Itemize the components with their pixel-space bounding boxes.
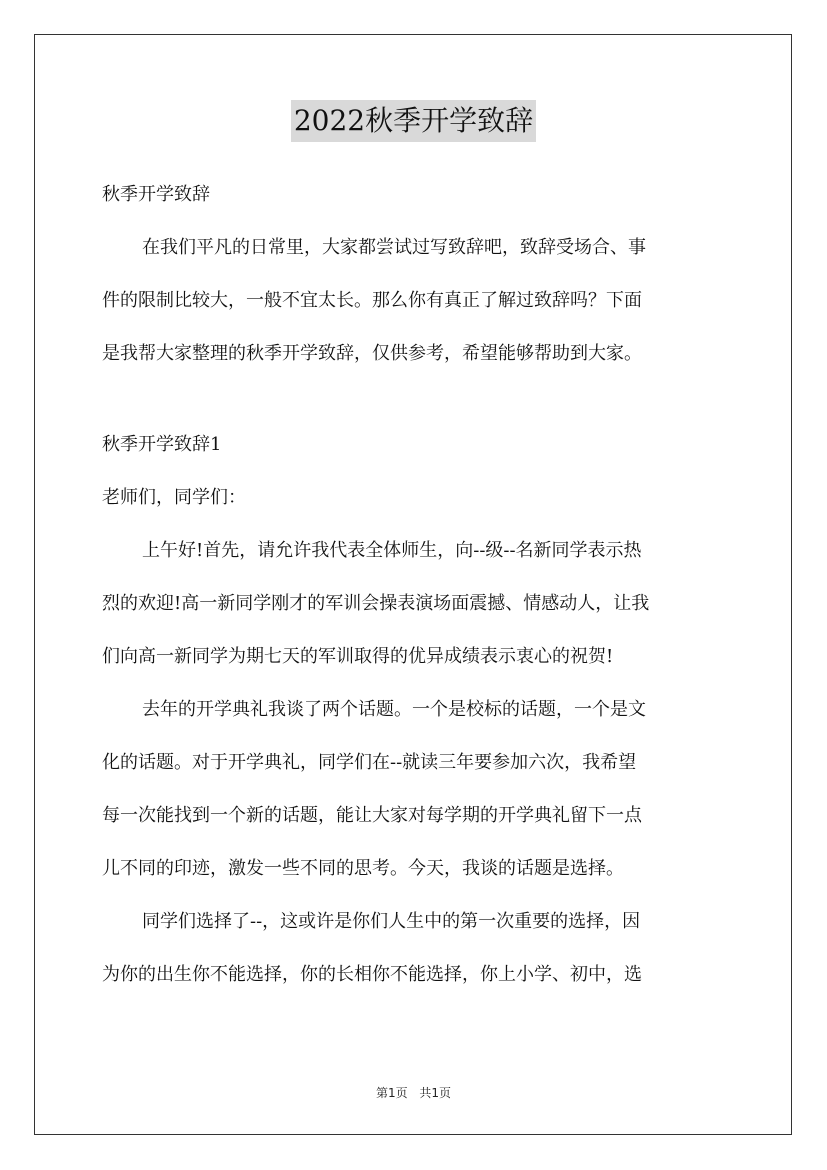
document-body	[102, 168, 728, 1001]
paragraph-line: 每一次能找到一个新的话题，能让大家对每学期的开学典礼留下一点	[102, 805, 642, 826]
paragraph-line: 同学们选择了--，这或许是你们人生中的第一次重要的选择，因	[142, 911, 641, 932]
speech-heading: 秋季开学致辞1	[102, 434, 222, 455]
paragraph-line: 化的话题。对于开学典礼，同学们在--就读三年要参加六次，我希望	[102, 752, 637, 773]
page-number-current: 第1页	[375, 1086, 408, 1100]
paragraph-line: 为你的出生你不能选择，你的长相你不能选择，你上小学、初中，选	[102, 964, 642, 985]
paragraph-line: 烈的欢迎!高一新同学刚才的军训会操表演场面震撼、情感动人，让我	[102, 593, 650, 614]
paragraph-line: 儿不同的印迹，激发一些不同的思考。今天，我谈的话题是选择。	[102, 858, 624, 879]
page-number-total: 共1页	[419, 1086, 452, 1100]
section-heading: 秋季开学致辞	[102, 184, 210, 205]
paragraph-line: 上午好!首先，请允许我代表全体师生，向--级--名新同学表示热	[142, 540, 642, 561]
paragraph-line: 们向高一新同学为期七天的军训取得的优异成绩表示衷心的祝贺!	[102, 646, 614, 667]
title-area	[0, 100, 827, 142]
intro-line: 件的限制比较大，一般不宜太长。那么你有真正了解过致辞吗？下面	[102, 290, 642, 311]
salutation: 老师们，同学们：	[102, 487, 246, 508]
document-title: 2022秋季开学致辞	[291, 100, 536, 142]
paragraph-line: 去年的开学典礼我谈了两个话题。一个是校标的话题，一个是文	[142, 699, 646, 720]
page-footer	[0, 1084, 827, 1101]
intro-line: 在我们平凡的日常里，大家都尝试过写致辞吧，致辞受场合、事	[142, 237, 646, 258]
intro-line: 是我帮大家整理的秋季开学致辞，仅供参考，希望能够帮助到大家。	[102, 343, 642, 364]
paragraph-gap	[102, 380, 728, 418]
